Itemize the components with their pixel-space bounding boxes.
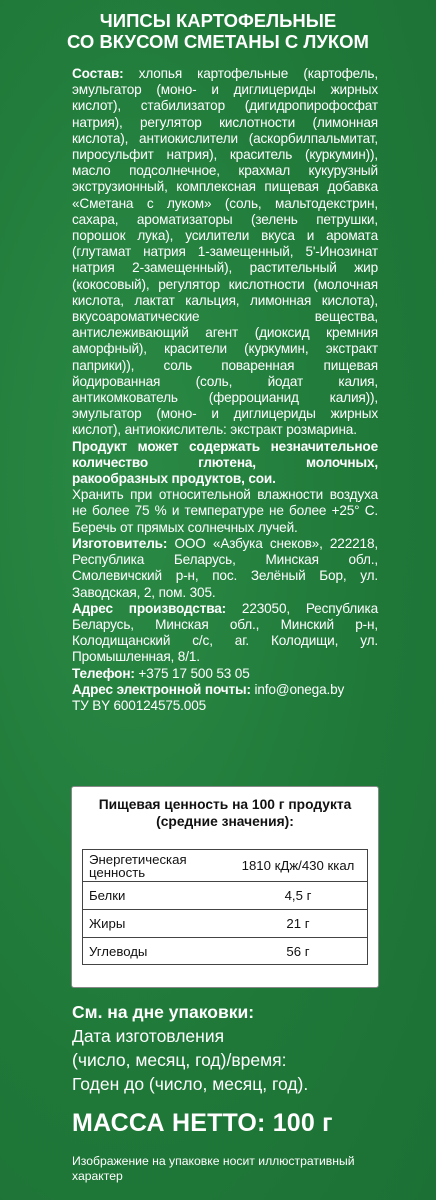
email-address: info@onega.by [254,681,345,697]
allergen-warning [72,439,378,488]
net-weight: МАССА НЕТТО: 100 г [72,1109,333,1137]
production-date-line: Дата изготовления [72,1026,225,1046]
ingredients-paragraph [72,66,378,439]
tech-spec-code: ТУ BY 600124575.005 [72,697,207,713]
see-bottom-header: См. на дне упаковки: [72,1002,255,1022]
phone-label: Телефон: [72,665,135,681]
email-paragraph [72,682,378,698]
best-before-line: Годен до (число, месяц, год). [72,1074,309,1094]
nutrition-value: 56 г [286,943,310,959]
production-address-text: 223050, Республика Беларусь, Минская обл., Минский р-н, Колодищанский с/с, аг. Колодищи, ул. Промышленная, 8/1. [72,600,378,665]
image-disclaimer: Изображение на упаковке носит иллюстративный характер [72,1154,355,1183]
allergen-text: Продукт может содержать незначительное количество глютена, молочных, ракообразных продуктов, сои. [72,438,378,487]
nutrition-value: 21 г [286,916,310,931]
product-title [0,10,436,52]
date-format-line: (число, месяц, год)/время: [72,1050,287,1070]
composition-block [72,66,378,714]
production-address-label: Адрес производства: [72,600,227,616]
nutrition-row-protein [82,881,368,909]
ingredients-text: хлопья картофельные (картофель, эмульгатор (моно- и диглицериды жирных кислот), стабилизатор (дигидропирофосфат натрия), регулятор кислотности (лимонная кислота), антиокислители (аскорбилпальмитат, пиросульфит натрия), краситель (куркумин)), масло подсолнечное, крахмал кукурузный экструзионный, комплексная пищевая добавка «Сметана с луком» (соль, мальтодекстрин, сахара, ароматизаторы (зелень петрушки, порошок лука), усилители вкуса и аромата (глутамат натрия 1-замещенный, 5'-Инозинат натрия 2-замещенный), растительный жир (кокосовый), регулятор кислотности (молочная кислота, лактат кальция, лимонная кислота), вкусоароматические вещества, антислеживающий агент (диоксид кремния аморфный), красители (куркумин, экстракт паприки)), соль поваренная пищевая йодированная (соль, йодат калия, антикомкователь (ферроцианид калия)), эмульгатор (моно- и диглицериды жирных кислот), антиокислитель: экстракт розмарина. [72,66,378,438]
nutrition-value: 1810 кДж/430 ккал [241,858,355,873]
nutrition-label: Белки [89,888,126,903]
nutrition-label: Жиры [89,916,126,931]
nutrition-row-fat [82,909,368,937]
phone-number: +375 17 500 53 05 [138,665,250,681]
nutrition-label: Энергетическая ценность [89,851,187,880]
production-address-paragraph [72,601,378,666]
nutrition-row-carbs [82,937,368,965]
see-bottom-block [72,1000,402,1096]
manufacturer-paragraph [72,536,378,601]
email-label: Адрес электронной почты: [72,681,251,697]
phone-paragraph [72,666,378,682]
manufacturer-text: ООО «Азбука снеков», 222218, Республика Беларусь, Минская обл., Смолевичский р-н, пос. Зелёный Бор, ул. Заводская, 2, пом. 305. [72,535,378,600]
product-title-line2: СО ВКУСОМ СМЕТАНЫ С ЛУКОМ [67,31,369,52]
nutrition-label: Углеводы [89,943,148,959]
ingredients-label: Состав: [72,66,124,81]
product-title-line1: ЧИПСЫ КАРТОФЕЛЬНЫЕ [99,10,337,31]
manufacturer-label: Изготовитель: [72,535,168,551]
storage-conditions: Хранить при относительной влажности воздуха не более 75 % и температуре не более +25° С. Беречь от прямых солнечных лучей. [72,487,378,535]
nutrition-value: 4,5 г [284,888,312,903]
nutrition-header: Пищевая ценность на 100 г продукта (средние значения): [98,797,352,829]
nutrition-table [71,786,379,988]
nutrition-row-energy [82,849,368,881]
